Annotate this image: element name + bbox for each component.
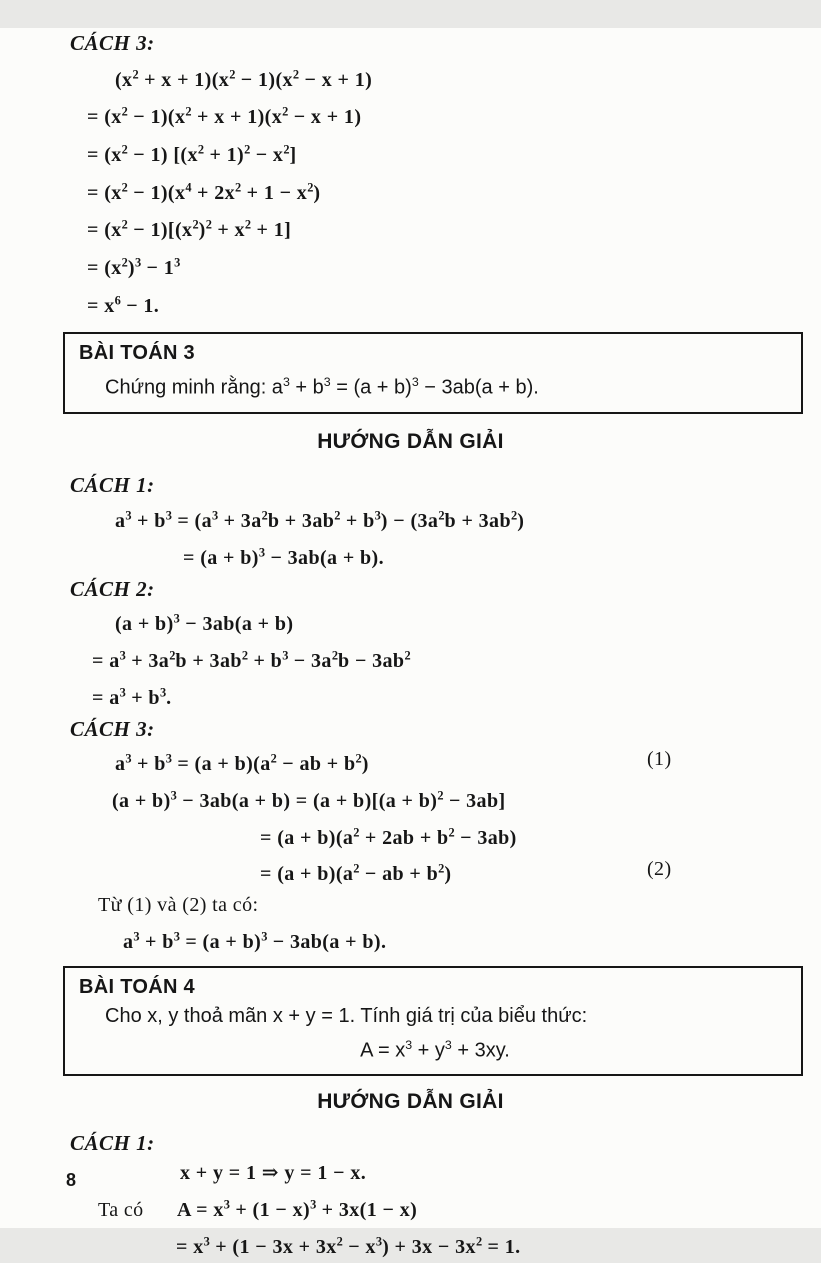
math-line xyxy=(0,640,821,677)
problem-statement: Cho x, y thoả mãn x + y = 1. Tính giá trị của biểu thức: xyxy=(105,1004,588,1027)
math-line xyxy=(0,744,821,781)
problem-title: BÀI TOÁN 3 xyxy=(79,341,195,364)
method-heading: CÁCH 3: xyxy=(70,716,155,741)
math-line xyxy=(0,246,821,284)
solution-block xyxy=(0,470,821,958)
math-line xyxy=(0,500,821,537)
math-line xyxy=(0,677,821,714)
formula: = $a^3 + b^3$. xyxy=(92,684,172,709)
formula: $A = x^3 + (1 - x)^3 + 3x(1 - x)$ xyxy=(177,1197,418,1222)
math-line xyxy=(0,171,821,209)
problem-title: BÀI TOÁN 4 xyxy=(79,975,195,998)
formula: = $(a + b)(a^2 + 2ab + b^2 - 3ab)$ xyxy=(260,824,517,849)
formula: $(x^2 + x + 1)(x^2 - 1)(x^2 - x + 1)$ xyxy=(115,67,373,91)
text-line xyxy=(0,890,821,921)
text: Ta có xyxy=(98,1199,144,1222)
page-number: 8 xyxy=(66,1170,77,1190)
formula: = $(x^2 - 1) [(x^2 + 1)^2 - x^2]$ xyxy=(87,142,297,166)
formula: = $(x^2 - 1)[(x^2)^2 + x^2 + 1]$ xyxy=(87,217,292,242)
formula: = $x^3 + (1 - 3x + 3x^2 - x^3) + 3x - 3x^2 = 1$. xyxy=(176,1234,521,1258)
formula: $(a + b)^3 - 3ab(a + b)$ xyxy=(115,611,294,636)
formula: x + y = 1 ⇒ y = 1 − x. xyxy=(180,1162,367,1185)
math-line xyxy=(0,921,821,958)
formula: = $a^3 + 3a^2b + 3ab^2 + b^3 - 3a^2b - 3ab^2$ xyxy=(92,648,411,672)
method-heading: CÁCH 3: xyxy=(70,31,155,55)
math-line xyxy=(0,1158,821,1189)
math-line xyxy=(0,96,821,134)
math-line xyxy=(0,817,821,854)
text: Từ (1) và (2) ta có: xyxy=(98,894,259,917)
method-heading: CÁCH 1: xyxy=(70,1131,155,1156)
solution-heading: HƯỚNG DẪN GIẢI xyxy=(317,1090,504,1114)
math-line xyxy=(0,284,821,322)
formula: $(a + b)^3 - 3ab(a + b) = (a + b)[(a + b)^2 - 3ab]$ xyxy=(112,788,506,812)
formula: $a^3 + b^3 = (a^3 + 3a^2b + 3ab^2 + b^3) - (3a^2b + 3ab^2)$ xyxy=(115,508,525,532)
formula: = $(x^2 - 1)(x^2 + x + 1)(x^2 - x + 1)$ xyxy=(87,104,362,129)
math-line xyxy=(0,780,821,817)
math-line xyxy=(0,133,821,171)
formula: = $(x^2)^3 - 1^3$ xyxy=(87,255,181,279)
solution-heading: HƯỚNG DẪN GIẢI xyxy=(317,430,504,454)
formula: = $(a + b)^3 - 3ab(a + b)$. xyxy=(183,544,385,569)
problem-formula: $A = x^3 + y^3 + 3xy$. xyxy=(360,1037,510,1062)
formula: = $(x^2 - 1)(x^4 + 2x^2 + 1 - x^2)$ xyxy=(87,179,321,204)
problem-statement: Chứng minh rằng: $a^3 + b^3 = (a + b)^3 - 3ab(a + b)$. xyxy=(105,374,539,399)
solution-block xyxy=(0,1128,821,1262)
math-line xyxy=(0,604,821,641)
formula: $a^3 + b^3 = (a + b)(a^2$ − ab + $b^2$) xyxy=(115,751,369,776)
problem-box-4 xyxy=(63,966,803,1077)
math-line xyxy=(0,1226,821,1263)
method-heading: CÁCH 2: xyxy=(70,576,155,601)
method-heading: CÁCH 1: xyxy=(70,473,155,498)
formula: = $x^6 - 1$. xyxy=(87,292,160,317)
math-line xyxy=(0,58,821,96)
math-line xyxy=(0,209,821,247)
problem-box-3 xyxy=(63,332,803,415)
formula: $a^3 + b^3 = (a + b)^3 - 3ab(a + b)$. xyxy=(123,929,387,953)
textbook-page xyxy=(0,28,821,1258)
equation-number: (2) xyxy=(647,857,672,880)
equation-number: (1) xyxy=(647,747,672,770)
formula: = $(a + b)(a^2$ − ab + $b^2$) xyxy=(260,861,452,886)
math-line xyxy=(0,537,821,574)
math-line xyxy=(0,854,821,891)
math-line xyxy=(0,1189,821,1226)
